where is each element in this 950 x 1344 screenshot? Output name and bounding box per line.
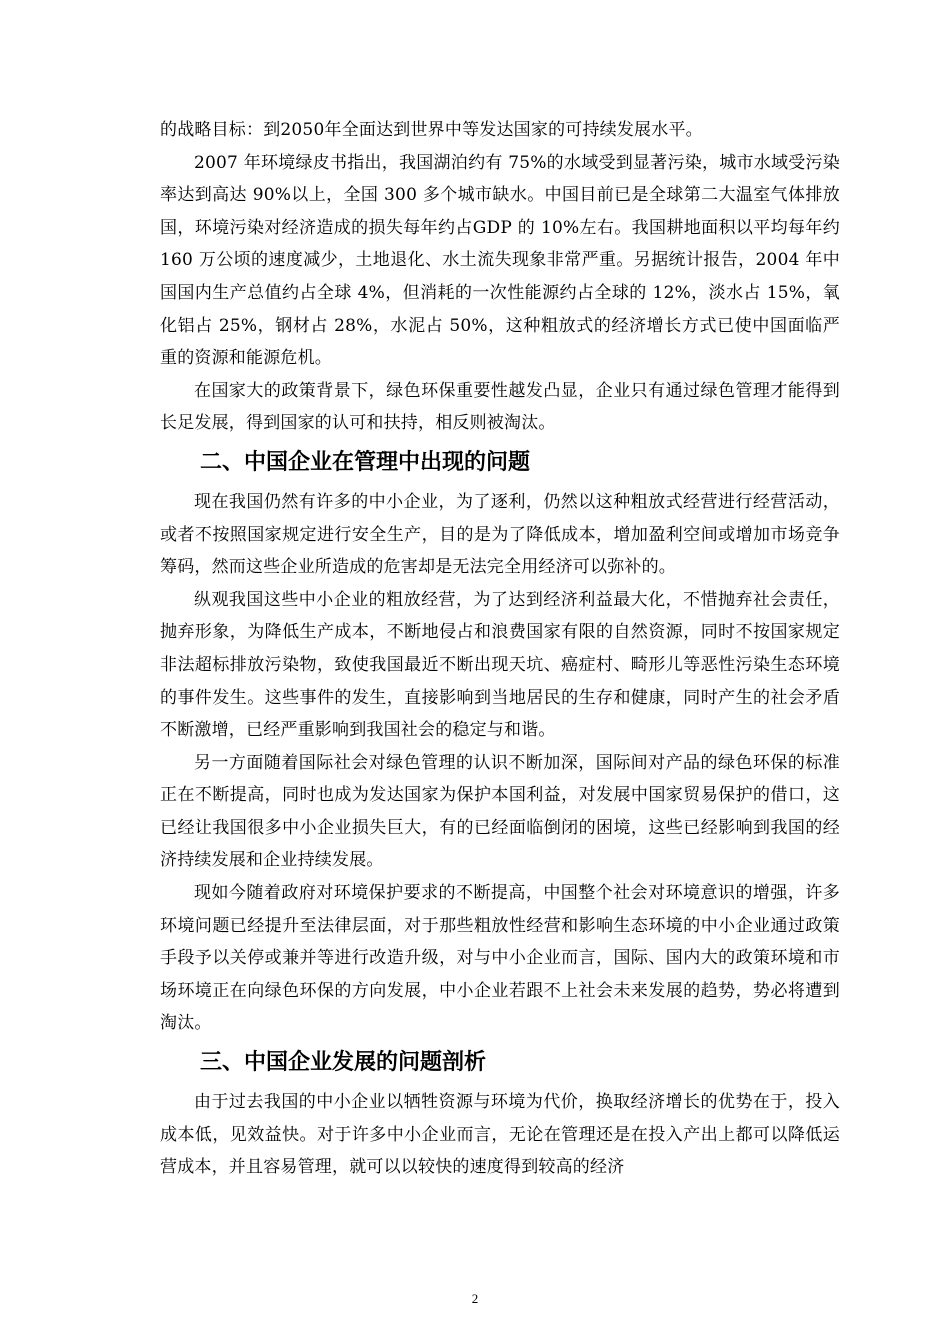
paragraph-sme-extensive-operation: 现在我国仍然有许多的中小企业，为了逐利，仍然以这种粗放式经营进行经营活动，或者不按照国家规定进行安全生产，目的是为了降低成本，增加盈利空间或增加市场竞争筹码，然而这些企业所造成的危害却是无法完全用经济可以弥补的。 <box>160 491 840 578</box>
paragraph-government-regulation: 现如今随着政府对环境保护要求的不断提高，中国整个社会对环境意识的增强，许多环境问题已经提升至法律层面，对于那些粗放性经营和影响生态环境的中小企业通过政策手段予以关停或兼并等进行改造升级，对与中小企业而言，国际、国内大的政策环境和市场环境正在向绿色环保的方向发展，中小企业若跟不上社会未来发展的趋势，势必将遭到淘汰。 <box>160 883 840 1034</box>
document-body <box>160 114 840 1184</box>
paragraph-environment-green-book: 2007 年环境绿皮书指出，我国湖泊约有 75%的水域受到显著污染，城市水域受污染率达到高达 90%以上，全国 300 多个城市缺水。中国目前已是全球第二大温室气体排放国，环境污染对经济造成的损失每年约占GDP 的 10%左右。我国耕地面积以平均每年约 160 万公顷的速度减少，土地退化、水土流失现象非常严重。另据统计报告，2004 年中国国内生产总值约占全球 4%，但消耗的一次性能源约占全球的 12%，淡水占 15%，氧化铝占 25%，钢材占 28%，水泥占 50%，这种粗放式的经济增长方式已使中国面临严重的资源和能源危机。 <box>160 152 840 369</box>
page-number: 2 <box>471 1291 479 1306</box>
section-heading-management-problems: 二、中国企业在管理中出现的问题 <box>200 449 531 475</box>
paragraph-policy-background: 在国家大的政策背景下，绿色环保重要性越发凸显，企业只有通过绿色管理才能得到长足发展，得到国家的认可和扶持，相反则被淘汰。 <box>160 380 840 434</box>
paragraph-continuation: 的战略目标：到2050年全面达到世界中等发达国家的可持续发展水平。 <box>160 120 703 140</box>
paragraph-sme-pollution-events: 纵观我国这些中小企业的粗放经营，为了达到经济利益最大化，不惜抛弃社会责任，抛弃形象，为降低生产成本，不断地侵占和浪费国家有限的自然资源，同时不按国家规定非法超标排放污染物，致使我国最近不断出现天坑、癌症村、畸形儿等恶性污染生态环境的事件发生。这些事件的发生，直接影响到当地居民的生存和健康，同时产生的社会矛盾不断激增，已经严重影响到我国社会的稳定与和谐。 <box>160 589 840 741</box>
section-heading-problem-analysis: 三、中国企业发展的问题剖析 <box>200 1050 487 1076</box>
paragraph-international-green-standards: 另一方面随着国际社会对绿色管理的认识不断加深，国际间对产品的绿色环保的标准正在不断提高，同时也成为发达国家为保护本国利益，对发展中国家贸易保护的借口，这已经让我国很多中小企业损失巨大，有的已经面临倒闭的困境，这些已经影响到我国的经济持续发展和企业持续发展。 <box>160 752 840 871</box>
paragraph-cost-advantage: 由于过去我国的中小企业以牺牲资源与环境为代价，换取经济增长的优势在于，投入成本低，见效益快。对于许多中小企业而言，无论在管理还是在投入产出上都可以降低运营成本，并且容易管理，就可以以较快的速度得到较高的经济 <box>160 1092 840 1178</box>
